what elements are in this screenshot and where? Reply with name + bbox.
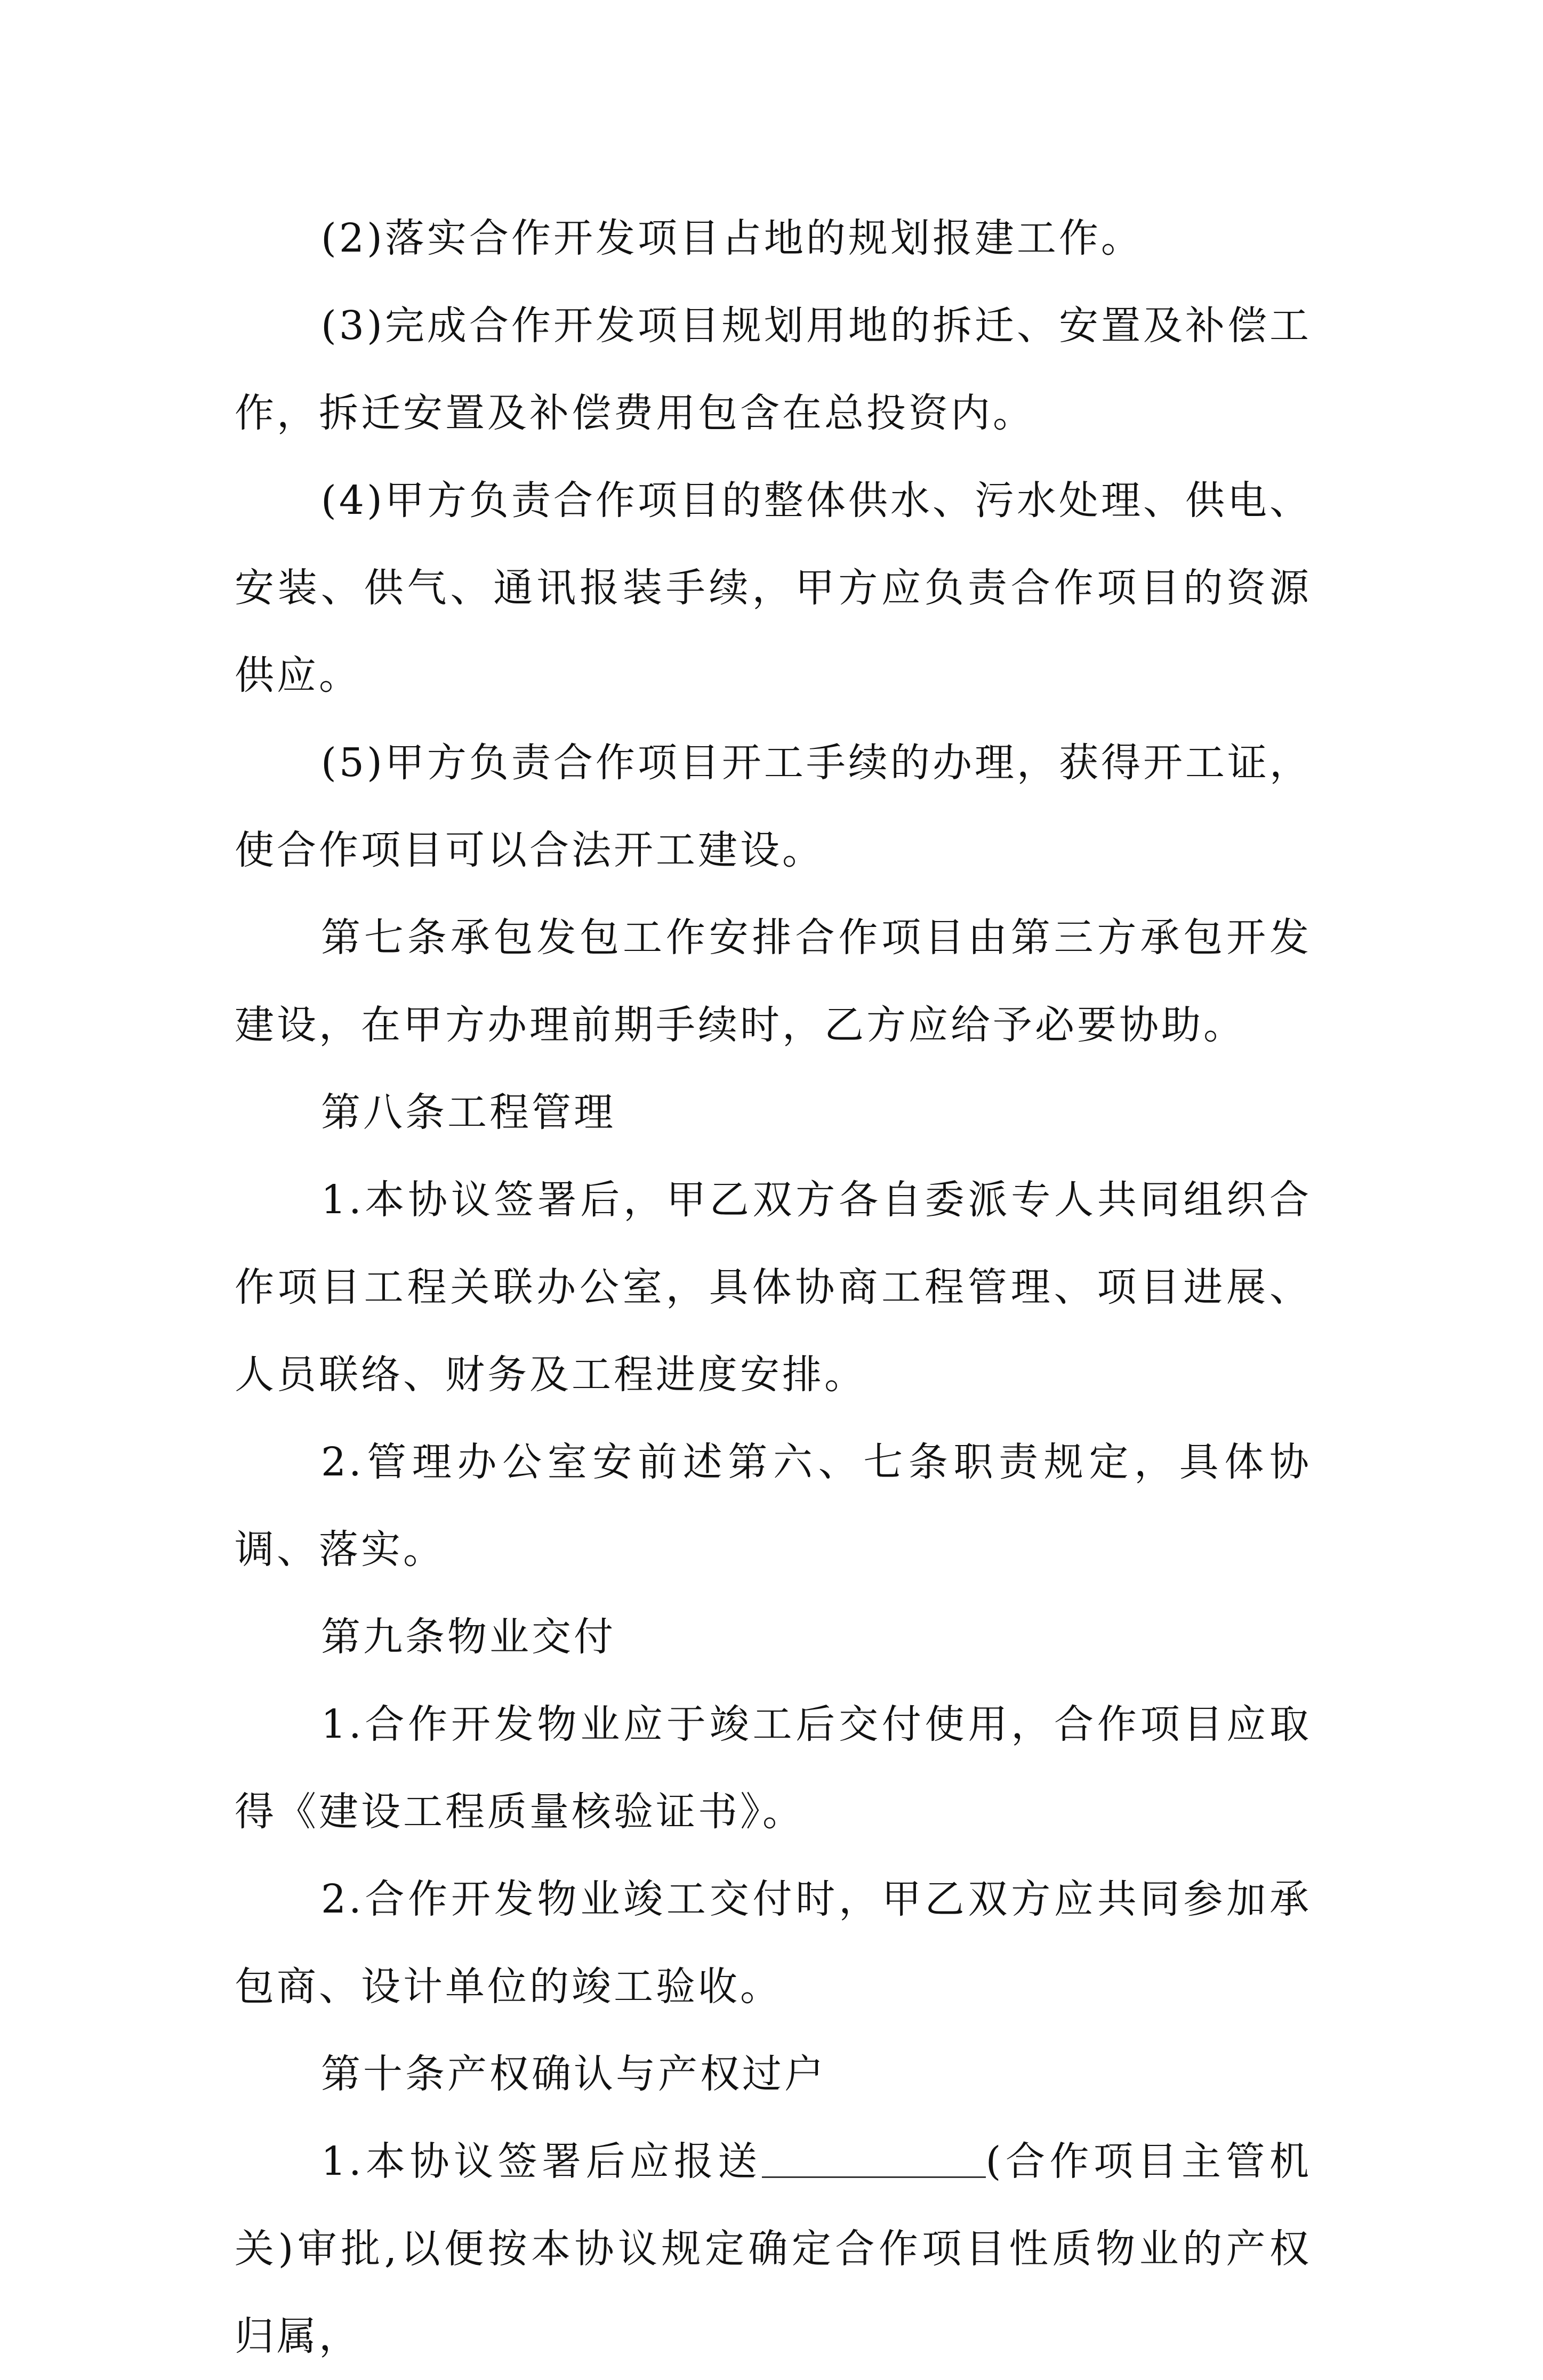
- paragraph-text-before-blank: 1.本协议签署后应报送: [321, 2139, 762, 2184]
- paragraph-article-8-2: 2.管理办公室安前述第六、七条职责规定，具体协调、落实。: [235, 1439, 1312, 1572]
- paragraph-clause-6-4: (4)甲方负责合作项目的整体供水、污水处理、供电、安装、供气、通讯报装手续，甲方应负责合作项目的资源供应。: [235, 478, 1312, 698]
- heading-article-9: 第九条物业交付: [321, 1614, 616, 1660]
- paragraph-article-9-2: 2.合作开发物业竣工交付时，甲乙双方应共同参加承包商、设计单位的竣工验收。: [235, 1876, 1312, 2010]
- paragraph-clause-6-5: (5)甲方负责合作项目开工手续的办理，获得开工证，使合作项目可以合法开工建设。: [235, 740, 1312, 873]
- paragraph-article-10-1: [235, 2118, 1312, 2380]
- heading-article-8: 第八条工程管理: [321, 1090, 616, 1135]
- fill-in-blank-line: [762, 2139, 986, 2178]
- paragraph-text-after-blank: (合作项目主管机关)审批,以便按本协议规定确定合作项目性质物业的产权归属，: [235, 2139, 1312, 2359]
- paragraph-article-8-1: 1.本协议签署后，甲乙双方各自委派专人共同组织合作项目工程关联办公室，具体协商工程管理、项目进展、人员联络、财务及工程进度安排。: [235, 1177, 1312, 1398]
- paragraph-article-7: 第七条承包发包工作安排合作项目由第三方承包开发建设，在甲方办理前期手续时，乙方应给予必要协助。: [235, 915, 1312, 1048]
- paragraph-clause-6-3: (3)完成合作开发项目规划用地的拆迁、安置及补偿工作，拆迁安置及补偿费用包含在总投资内。: [235, 303, 1312, 436]
- document-body: [235, 195, 1312, 2380]
- paragraph-clause-6-2: (2)落实合作开发项目占地的规划报建工作。: [321, 215, 1143, 261]
- paragraph-article-9-1: 1.合作开发物业应于竣工后交付使用，合作项目应取得《建设工程质量核验证书》。: [235, 1701, 1312, 1835]
- heading-article-10: 第十条产权确认与产权过户: [321, 2051, 826, 2097]
